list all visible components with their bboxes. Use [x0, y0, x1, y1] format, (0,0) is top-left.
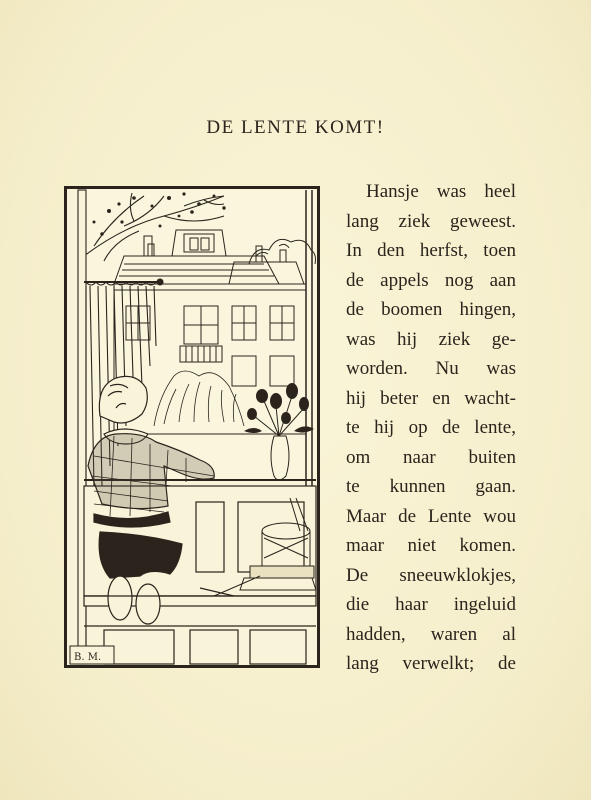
text-line: In den herfst, toen	[346, 240, 516, 261]
text-line: de appels nog aan	[346, 269, 516, 291]
paragraph-text	[346, 177, 516, 679]
text-line: om naar buiten	[346, 446, 516, 468]
text-line: maar niet komen.	[346, 535, 516, 556]
text-line: was hij ziek ge-	[346, 328, 516, 350]
text-line: hij beter en wacht-	[346, 387, 516, 409]
text-line: Maar de Lente wou	[346, 505, 516, 527]
artist-signature: B. M.	[74, 652, 102, 663]
text-line: Hansje was heel	[366, 181, 516, 202]
text-line: lang verwelkt; de	[346, 653, 516, 674]
illustration-boy-at-window	[64, 186, 320, 668]
text-line: de boomen hingen,	[346, 299, 516, 320]
text-line: te hij op de lente,	[346, 417, 516, 438]
chapter-title: DE LENTE KOMT!	[206, 117, 385, 138]
text-line: te kunnen gaan.	[346, 476, 516, 497]
text-line: lang ziek geweest.	[346, 210, 516, 232]
text-line: worden. Nu was	[346, 358, 516, 379]
text-line: die haar ingeluid	[346, 594, 516, 615]
text-line: De sneeuwklokjes,	[346, 564, 516, 586]
text-line: hadden, waren al	[346, 623, 516, 645]
